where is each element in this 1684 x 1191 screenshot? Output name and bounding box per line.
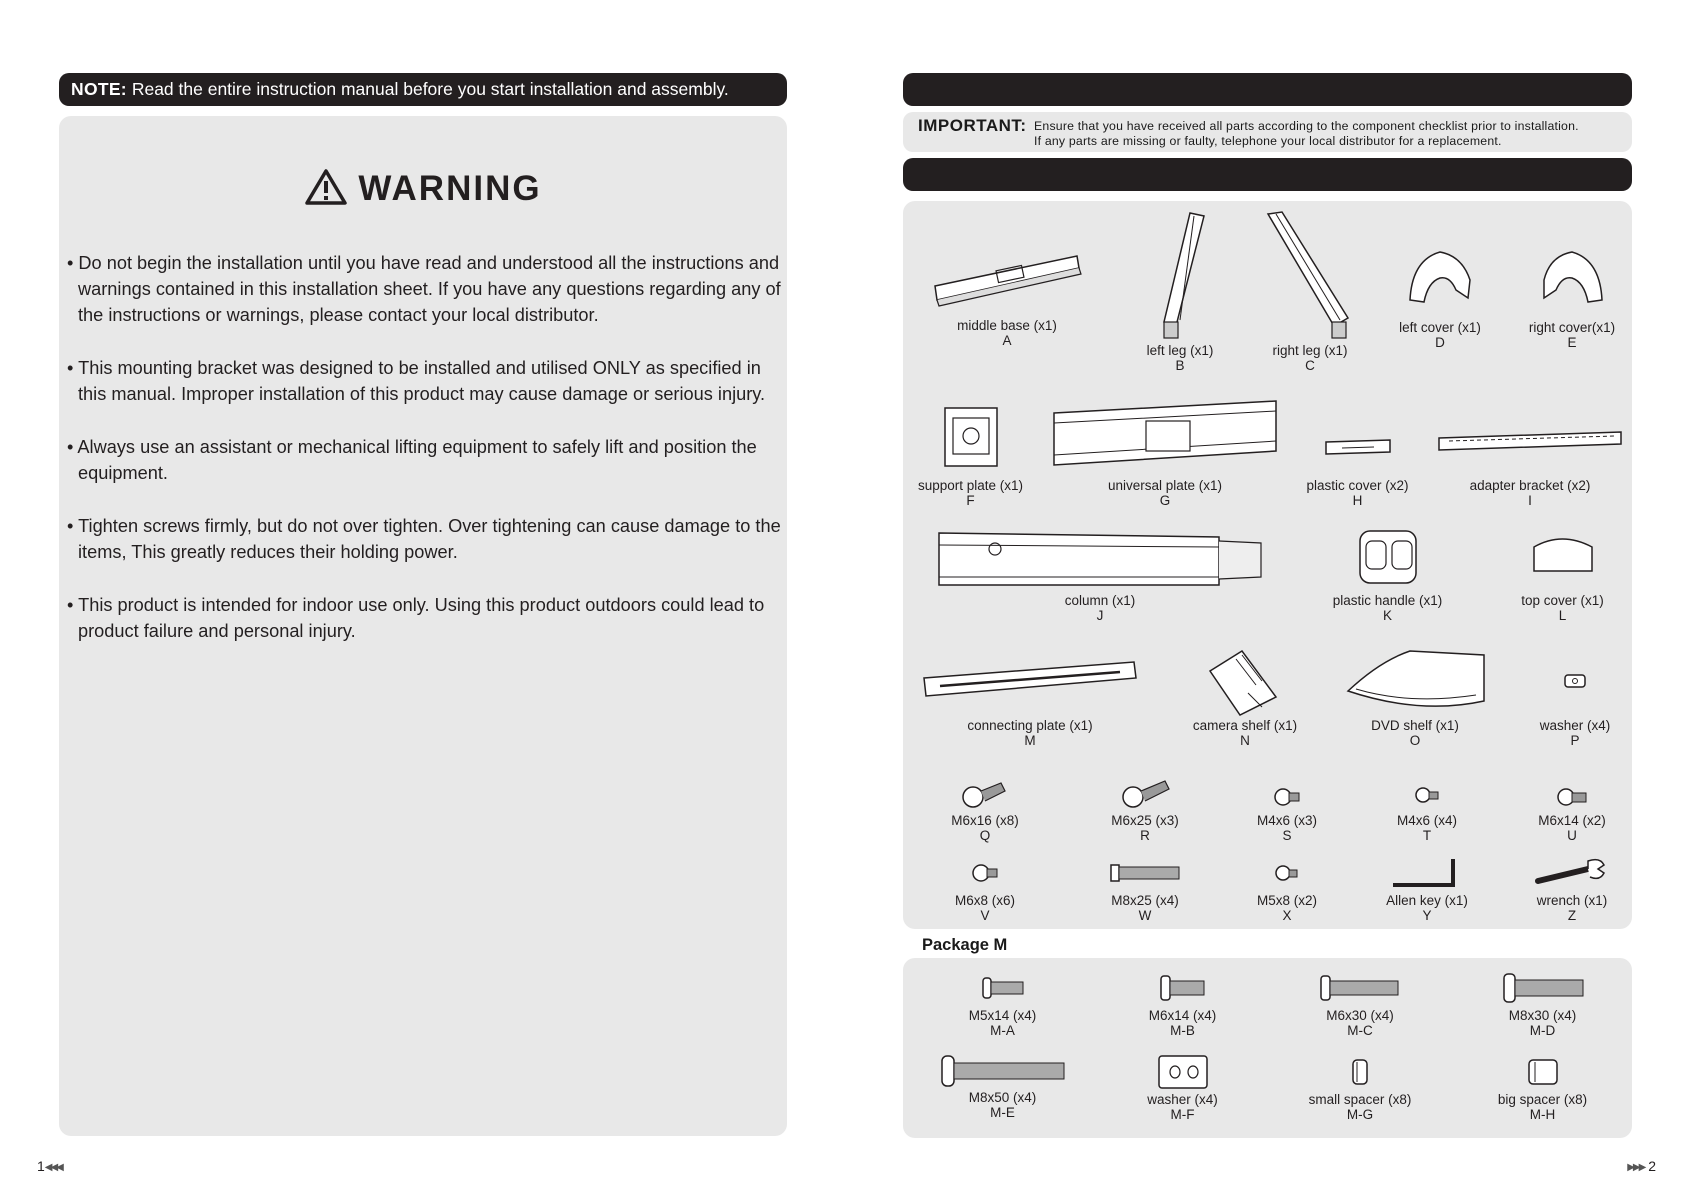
right-cover-icon — [1532, 240, 1612, 320]
part-item — [1315, 525, 1460, 623]
screw-icon — [1267, 775, 1307, 813]
bolt-icon — [1498, 970, 1588, 1008]
part-item — [1502, 855, 1642, 923]
part-label: M6x16 (x8) — [951, 813, 1019, 828]
part-label: right leg (x1) — [1272, 343, 1348, 358]
bolt-icon — [1105, 855, 1185, 893]
part-item — [1495, 525, 1630, 623]
warning-item: • This mounting bracket was designed to be installed and utilised ONLY as specified in this manual. Improper installation of this product may cause damage or serious injury. — [67, 358, 766, 404]
part-label: M6x25 (x3) — [1111, 813, 1179, 828]
part-code: I — [1528, 493, 1532, 508]
part-item — [1430, 410, 1630, 508]
part-item — [1232, 775, 1342, 843]
part-label: adapter bracket (x2) — [1469, 478, 1591, 493]
part-label: plastic handle (x1) — [1332, 593, 1443, 608]
part-code: M-A — [990, 1023, 1015, 1038]
part-code: F — [966, 493, 975, 508]
part-item — [1180, 645, 1310, 748]
part-label: big spacer (x8) — [1497, 1092, 1588, 1107]
part-item — [1290, 410, 1425, 508]
left-cover-icon — [1400, 240, 1480, 320]
package-part-item — [930, 1052, 1075, 1120]
part-item — [915, 855, 1055, 923]
part-code: Z — [1567, 908, 1577, 923]
warning-item: • Always use an assistant or mechanical lifting equipment to safely lift and position the equipment. — [67, 437, 757, 483]
part-label: M6x14 (x2) — [1538, 813, 1606, 828]
part-label: M8x50 (x4) — [968, 1090, 1037, 1105]
part-code: M — [1024, 733, 1036, 748]
section-bar — [903, 158, 1632, 191]
part-label: camera shelf (x1) — [1192, 718, 1298, 733]
part-code: Q — [979, 828, 991, 843]
part-label: universal plate (x1) — [1107, 478, 1223, 493]
part-label: support plate (x1) — [917, 478, 1024, 493]
part-code: E — [1567, 335, 1577, 350]
bolt-icon — [1153, 970, 1213, 1008]
part-item — [908, 400, 1033, 508]
bolt-icon — [973, 970, 1033, 1008]
right-leg-icon — [1260, 208, 1360, 343]
support-plate-icon — [931, 400, 1011, 478]
part-item — [1075, 775, 1215, 843]
warning-panel — [59, 116, 787, 1136]
warning-item: • This product is intended for indoor use only. Using this product outdoors could lead to product failure and personal injury. — [67, 595, 765, 641]
part-code: J — [1096, 608, 1104, 623]
screw-icon — [965, 855, 1005, 893]
package-part-item — [1470, 1052, 1615, 1122]
screw-icon — [1115, 775, 1175, 813]
part-label: M4x6 (x3) — [1256, 813, 1317, 828]
important-text: Ensure that you have received all parts according to the component checklist prior to installation. If any parts are missing or faulty, telephone your local distributor for a replacement. — [1034, 119, 1579, 148]
part-code: L — [1558, 608, 1567, 623]
part-code: M-E — [990, 1105, 1015, 1120]
washer-plate-icon — [1153, 1052, 1213, 1092]
part-code: O — [1409, 733, 1421, 748]
package-part-item — [940, 970, 1065, 1038]
part-code: W — [1138, 908, 1152, 923]
part-label: M6x14 (x4) — [1148, 1008, 1217, 1023]
header-bar — [903, 73, 1632, 106]
part-label: left cover (x1) — [1399, 320, 1481, 335]
part-item — [915, 775, 1055, 843]
package-part-item — [1120, 1052, 1245, 1122]
part-item — [912, 218, 1102, 348]
part-label: M5x14 (x4) — [968, 1008, 1037, 1023]
part-label: washer (x4) — [1147, 1092, 1218, 1107]
plastic-handle-icon — [1348, 525, 1428, 593]
part-item — [920, 650, 1140, 748]
part-code: M-H — [1529, 1107, 1556, 1122]
part-code: G — [1159, 493, 1171, 508]
wrench-icon — [1532, 855, 1612, 893]
part-label: M6x8 (x6) — [954, 893, 1015, 908]
adapter-bracket-icon — [1435, 410, 1625, 478]
camera-shelf-icon — [1200, 645, 1290, 718]
part-label: top cover (x1) — [1521, 593, 1604, 608]
part-item — [1245, 208, 1375, 373]
back-arrows-icon: ◀◀◀ — [44, 1162, 62, 1173]
note-text: Read the entire instruction manual before you start installation and assembly. — [131, 79, 729, 99]
part-code: M-C — [1347, 1023, 1373, 1038]
part-label: M6x30 (x4) — [1326, 1008, 1394, 1023]
part-label: DVD shelf (x1) — [1371, 718, 1459, 733]
part-item — [1510, 645, 1640, 748]
part-code: S — [1282, 828, 1292, 843]
screw-icon — [1267, 855, 1307, 893]
part-label: connecting plate (x1) — [967, 718, 1093, 733]
part-label: Allen key (x1) — [1386, 893, 1468, 908]
part-label: wrench (x1) — [1536, 893, 1608, 908]
important-box — [903, 112, 1632, 152]
warning-triangle-icon — [304, 168, 348, 206]
bolt-icon — [938, 1052, 1068, 1090]
part-label: left leg (x1) — [1146, 343, 1214, 358]
big-spacer-icon — [1523, 1052, 1563, 1092]
warning-title: WARNING — [358, 169, 542, 208]
part-code: D — [1435, 335, 1445, 350]
part-label: column (x1) — [1064, 593, 1136, 608]
part-label: plastic cover (x2) — [1306, 478, 1409, 493]
part-item — [1512, 775, 1632, 843]
part-code: N — [1240, 733, 1250, 748]
part-code: V — [980, 908, 990, 923]
part-code: A — [1002, 333, 1012, 348]
package-title: Package M — [922, 936, 1008, 954]
note-banner — [59, 73, 787, 106]
part-item — [1340, 645, 1490, 748]
allen-key-icon — [1387, 855, 1467, 893]
part-label: washer (x4) — [1539, 718, 1611, 733]
part-item — [1375, 240, 1505, 350]
part-code: M-F — [1170, 1107, 1195, 1122]
column-icon — [935, 525, 1265, 593]
plastic-cover-icon — [1318, 410, 1398, 478]
part-item — [1372, 855, 1482, 923]
important-label: IMPORTANT: — [918, 116, 1027, 135]
part-item — [1372, 775, 1482, 843]
part-label: M8x25 (x4) — [1111, 893, 1179, 908]
part-label: right cover(x1) — [1528, 320, 1616, 335]
washer-icon — [1555, 645, 1595, 718]
warning-item: • Tighten screws firmly, but do not over tighten. Over tightening can cause damage to the items, This greatly reduces their holding power. — [67, 516, 781, 562]
part-code: R — [1140, 828, 1150, 843]
part-item — [935, 525, 1265, 623]
part-code: X — [1282, 908, 1292, 923]
part-code: T — [1422, 828, 1432, 843]
warning-heading — [59, 168, 787, 209]
part-code: H — [1352, 493, 1363, 508]
part-code: C — [1305, 358, 1315, 373]
package-part-item — [1290, 1052, 1430, 1122]
part-code: M-D — [1529, 1023, 1556, 1038]
page-number-left: 1◀◀◀ — [37, 1158, 62, 1174]
part-label: M8x30 (x4) — [1508, 1008, 1577, 1023]
part-code: P — [1570, 733, 1580, 748]
part-code: M-B — [1170, 1023, 1195, 1038]
note-label: NOTE: — [71, 79, 127, 99]
connecting-plate-icon — [920, 650, 1140, 718]
package-part-item — [1120, 970, 1245, 1038]
warning-item: • Do not begin the installation until you have read and understood all the instructions and warnings contained in this installation sheet. If you have any questions regarding any of the instructions or warnings, please contact your local distributor. — [67, 253, 781, 325]
part-item — [1232, 855, 1342, 923]
screw-icon — [955, 775, 1015, 813]
left-leg-icon — [1140, 208, 1220, 343]
package-part-item — [1470, 970, 1615, 1038]
part-code: U — [1567, 828, 1577, 843]
top-cover-icon — [1528, 525, 1598, 593]
middle-base-icon — [927, 218, 1087, 318]
part-label: M4x6 (x4) — [1396, 813, 1457, 828]
part-label: middle base (x1) — [957, 318, 1057, 333]
forward-arrows-icon: ▶▶▶ — [1627, 1162, 1645, 1173]
page-number-right: ▶▶▶ 2 — [1627, 1158, 1656, 1174]
screw-icon — [1407, 775, 1447, 813]
warning-list — [67, 250, 783, 671]
part-code: K — [1382, 608, 1392, 623]
part-item — [1507, 240, 1637, 350]
universal-plate-icon — [1050, 395, 1280, 478]
part-code: Y — [1422, 908, 1432, 923]
part-item — [1050, 395, 1280, 508]
part-label: M5x8 (x2) — [1256, 893, 1317, 908]
dvd-shelf-icon — [1340, 645, 1490, 718]
package-part-item — [1290, 970, 1430, 1038]
part-code: B — [1175, 358, 1185, 373]
part-item — [1075, 855, 1215, 923]
part-code: M-G — [1346, 1107, 1374, 1122]
part-label: small spacer (x8) — [1308, 1092, 1412, 1107]
screw-icon — [1552, 775, 1592, 813]
bolt-icon — [1315, 970, 1405, 1008]
small-spacer-icon — [1345, 1052, 1375, 1092]
part-item — [1115, 208, 1245, 373]
